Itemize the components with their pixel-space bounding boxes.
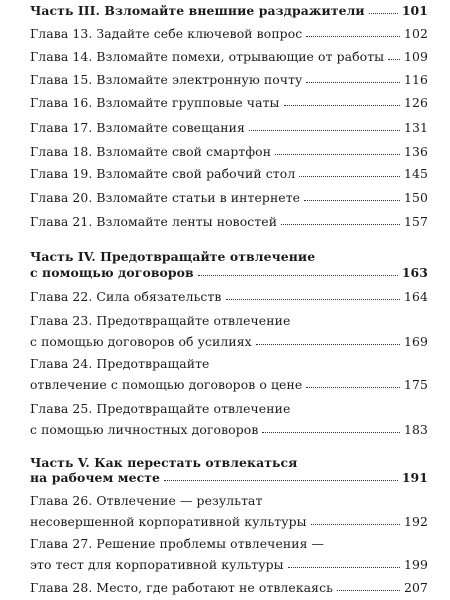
toc-entry-chapter-23 xyxy=(30,313,428,349)
toc-entry-chapter-24 xyxy=(30,356,428,392)
chapter-title-line-1: Глава 26. Отвлечение — результат xyxy=(30,493,263,508)
page-number: 150 xyxy=(404,190,428,205)
dot-leader xyxy=(262,432,400,433)
toc-entry-chapter-21 xyxy=(30,214,428,229)
chapter-title: Глава 15. Взломайте электронную почту xyxy=(30,72,303,87)
toc-entry-chapter-19 xyxy=(30,166,428,181)
dot-leader xyxy=(275,154,400,155)
page-number: 101 xyxy=(401,3,428,18)
chapter-title: Глава 14. Взломайте помехи, отрывающие от работы xyxy=(30,49,385,64)
page-number: 131 xyxy=(404,120,428,135)
part-4-heading xyxy=(30,249,428,280)
dot-leader xyxy=(311,524,400,525)
chapter-title-line-1: Глава 25. Предотвращайте отвлечение xyxy=(30,401,291,416)
page-number: 163 xyxy=(401,265,428,280)
page-number: 102 xyxy=(404,26,428,41)
dot-leader xyxy=(226,299,401,300)
page-number: 175 xyxy=(404,377,428,392)
chapter-title-line-2: с помощью личностных договоров xyxy=(30,422,259,437)
toc-entry-chapter-25 xyxy=(30,401,428,437)
chapter-title-line-2: с помощью договоров об усилиях xyxy=(30,334,252,349)
page-number: 192 xyxy=(404,514,428,529)
page-number: 164 xyxy=(404,289,428,304)
toc-entry-chapter-26 xyxy=(30,493,428,529)
chapter-title-line-2: это тест для корпоративной культуры xyxy=(30,557,284,572)
page-number: 183 xyxy=(404,422,428,437)
toc-entry-chapter-27 xyxy=(30,536,428,572)
dot-leader xyxy=(198,275,398,276)
part-title: Часть III. Взломайте внешние раздражители xyxy=(30,3,365,18)
chapter-title-line-1: Глава 23. Предотвращайте отвлечение xyxy=(30,313,291,328)
page-number: 136 xyxy=(404,144,428,159)
chapter-title: Глава 22. Сила обязательств xyxy=(30,289,222,304)
page-number: 157 xyxy=(404,214,428,229)
toc-entry-chapter-20 xyxy=(30,190,428,205)
toc-entry-chapter-18 xyxy=(30,144,428,159)
dot-leader xyxy=(306,387,400,388)
page-number: 169 xyxy=(404,334,428,349)
page-number: 145 xyxy=(404,166,428,181)
dot-leader xyxy=(249,130,400,131)
toc-entry-chapter-28 xyxy=(30,580,428,595)
page-number: 109 xyxy=(404,49,428,64)
chapter-title-line-1: Глава 27. Решение проблемы отвлечения — xyxy=(30,536,325,551)
part-title-line-2: на рабочем месте xyxy=(30,470,161,485)
dot-leader xyxy=(299,176,400,177)
dot-leader xyxy=(288,567,400,568)
page-number: 116 xyxy=(404,72,428,87)
part-title-line-1: Часть IV. Предотвращайте отвлечение xyxy=(30,249,316,264)
page-number: 199 xyxy=(404,557,428,572)
toc-entry-chapter-14 xyxy=(30,49,428,64)
part-title-line-1: Часть V. Как перестать отвлекаться xyxy=(30,455,298,470)
dot-leader xyxy=(164,480,398,481)
chapter-title-line-1: Глава 24. Предотвращайте xyxy=(30,356,210,371)
chapter-title: Глава 18. Взломайте свой смартфон xyxy=(30,144,272,159)
chapter-title: Глава 20. Взломайте статьи в интернете xyxy=(30,190,301,205)
dot-leader xyxy=(306,36,400,37)
page-number: 191 xyxy=(401,470,428,485)
dot-leader xyxy=(369,13,398,14)
chapter-title: Глава 28. Место, где работают не отвлекаясь xyxy=(30,580,333,595)
toc-entry-chapter-16 xyxy=(30,95,428,110)
chapter-title: Глава 21. Взломайте ленты новостей xyxy=(30,214,278,229)
toc-entry-chapter-22 xyxy=(30,289,428,304)
toc-entry-chapter-15 xyxy=(30,72,428,87)
dot-leader xyxy=(281,224,400,225)
page-number: 126 xyxy=(404,95,428,110)
dot-leader xyxy=(256,344,400,345)
chapter-title: Глава 17. Взломайте совещания xyxy=(30,120,245,135)
part-title-line-2: с помощью договоров xyxy=(30,265,194,280)
dot-leader xyxy=(306,82,400,83)
dot-leader xyxy=(388,59,400,60)
chapter-title: Глава 19. Взломайте свой рабочий стол xyxy=(30,166,296,181)
dot-leader xyxy=(337,590,400,591)
page-number: 207 xyxy=(404,580,428,595)
chapter-title: Глава 16. Взломайте групповые чаты xyxy=(30,95,280,110)
toc-entry-chapter-17 xyxy=(30,120,428,135)
part-3-heading xyxy=(30,3,428,18)
chapter-title-line-2: отвлечение с помощью договоров о цене xyxy=(30,377,303,392)
chapter-title: Глава 13. Задайте себе ключевой вопрос xyxy=(30,26,303,41)
toc-entry-chapter-13 xyxy=(30,26,428,41)
chapter-title-line-2: несовершенной корпоративной культуры xyxy=(30,514,307,529)
dot-leader xyxy=(284,105,401,106)
dot-leader xyxy=(304,200,400,201)
part-5-heading xyxy=(30,455,428,485)
